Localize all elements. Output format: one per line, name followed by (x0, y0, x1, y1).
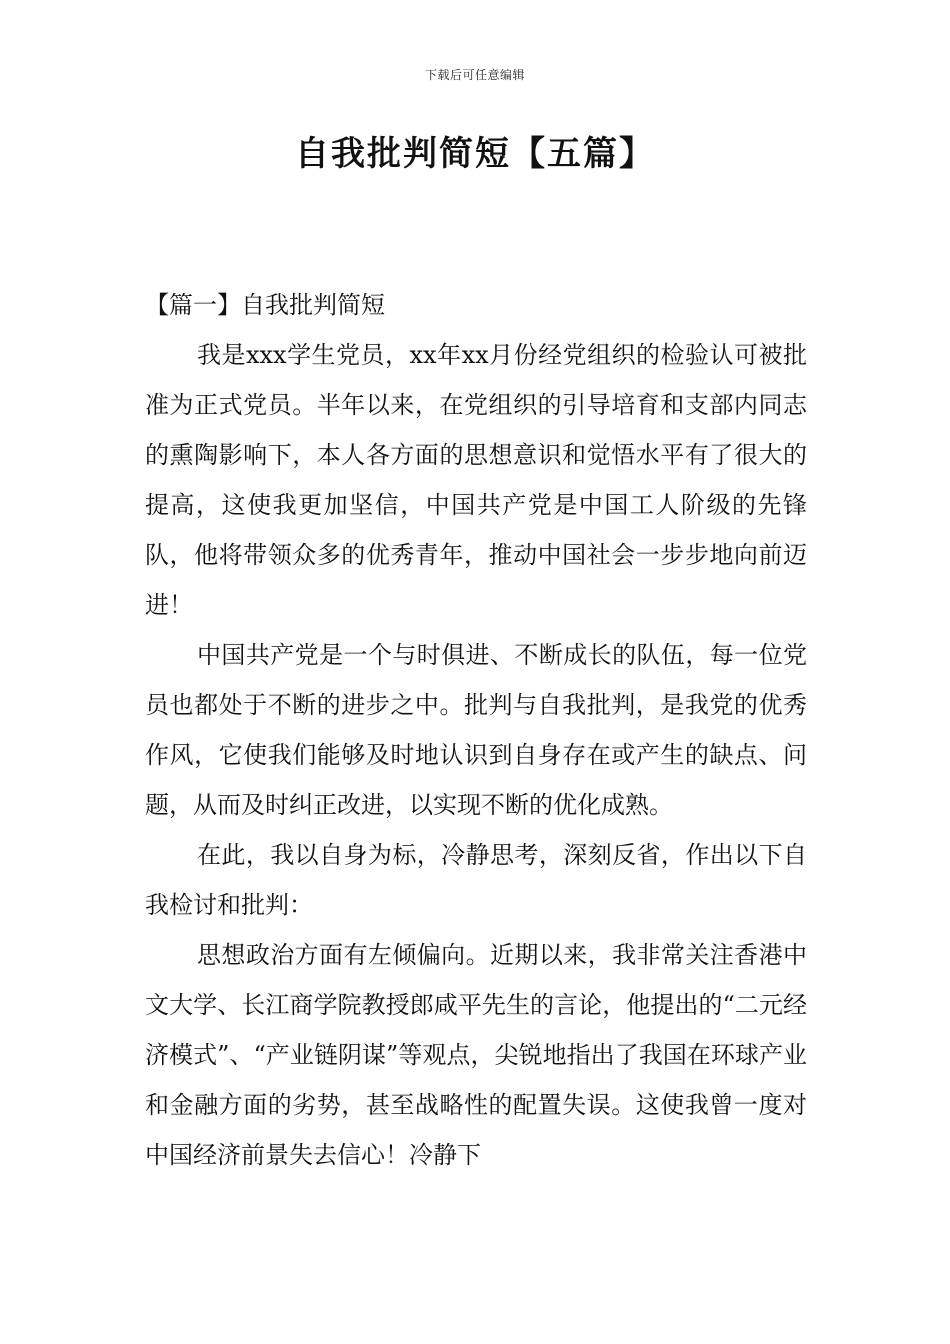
paragraph-4: 思想政治方面有左倾偏向。近期以来，我非常关注香港中文大学、长江商学院教授郎咸平先生的言论，他提出的“二元经济模式”、“产业链阴谋”等观点，尖锐地指出了我国在环球产业和金融方面的劣势，甚至战略性的配置失误。这使我曾一度对中国经济前景失去信心！冷静下 (145, 941, 807, 1169)
paragraph-3: 在此，我以自身为标，冷静思考，深刻反省，作出以下自我检讨和批判： (145, 841, 807, 919)
paragraph-2: 中国共产党是一个与时俱进、不断成长的队伍，每一位党员也都处于不断的进步之中。批判与自我批判，是我党的优秀作风，它使我们能够及时地认识到自身存在或产生的缺点、问题，从而及时纠正改进，以实现不断的优化成熟。 (145, 641, 807, 819)
document-body (145, 280, 807, 1180)
section-heading: 【篇一】自我批判简短 (145, 291, 385, 319)
paragraph-1: 我是xxx学生党员，xx年xx月份经党组织的检验认可被批准为正式党员。半年以来，在党组织的引导培育和支部内同志的熏陶影响下，本人各方面的思想意识和觉悟水平有了很大的提高，这使我更加坚信，中国共产党是中国工人阶级的先锋队，他将带领众多的优秀青年，推动中国社会一步步地向前迈进！ (145, 341, 807, 619)
document-title: 自我批判简短【五篇】 (295, 134, 655, 174)
header-note: 下载后可任意编辑 (424, 68, 525, 82)
